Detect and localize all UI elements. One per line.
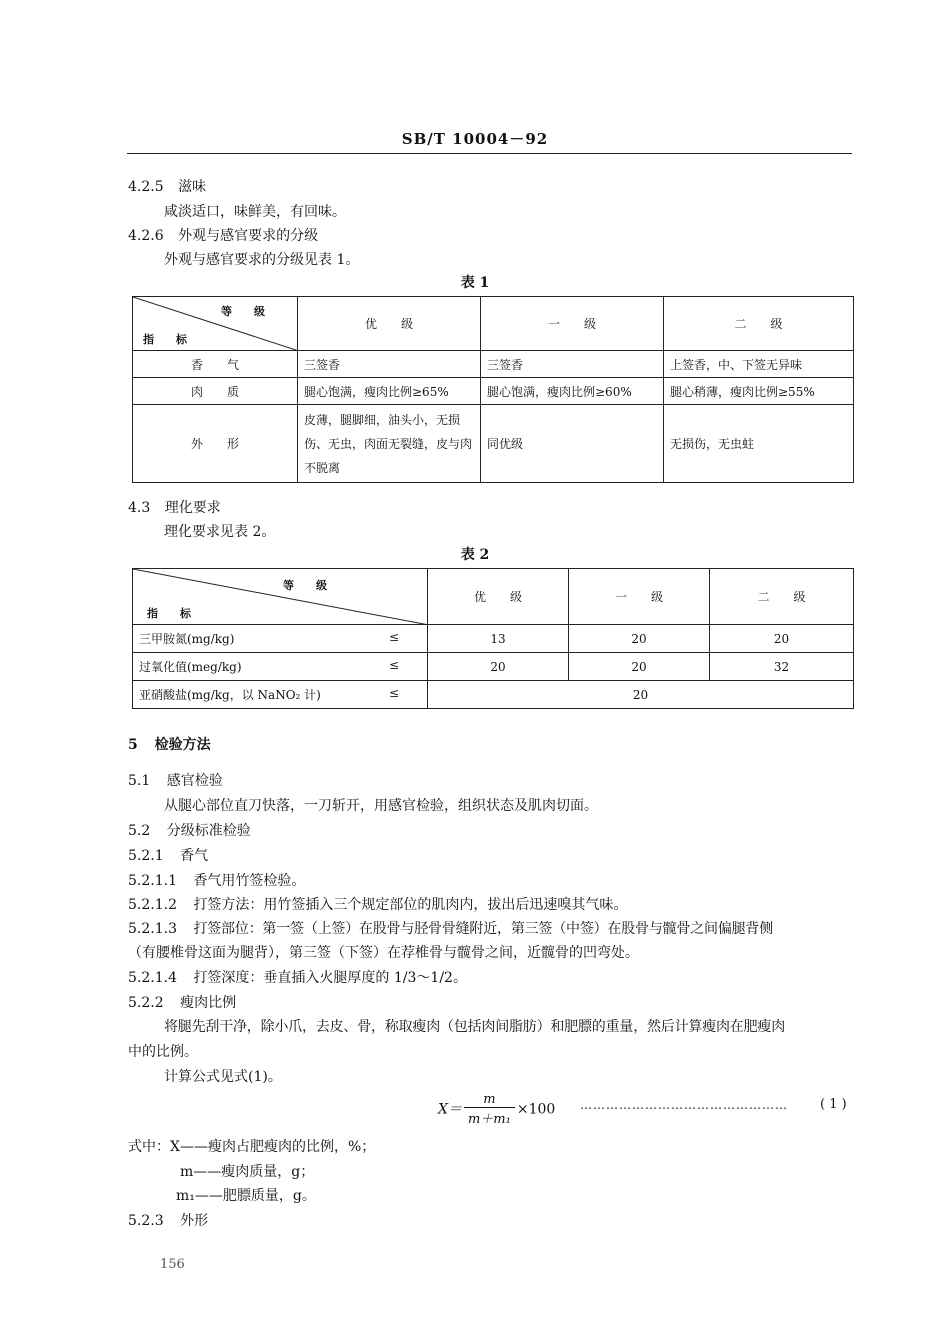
header-cell: 二 级 [710,569,854,625]
table-cell: 腿心稍薄，瘦肉比例≥55% [664,378,854,405]
section-title: 滋味 [178,179,207,195]
section-5-2-1-3 [128,918,773,938]
section-number: 5.2.3 [128,1213,164,1229]
section-title: 感官检验 [166,773,223,789]
row-label [133,653,428,681]
table-cell: 20 [428,653,569,681]
header-cell: 优 级 [298,297,481,351]
section-title: 分级标准检验 [166,823,251,839]
section-5-2-2-text: 将腿先刮干净，除小爪，去皮、骨，称取瘦肉（包括肉间脂肪）和肥膘的重量，然后计算瘦肉在肥瘦肉 [164,1019,785,1035]
table-row [133,351,854,378]
formula-reference: 计算公式见式(1)。 [164,1069,282,1085]
table-cell: 上签香，中、下签无异味 [664,351,854,378]
table-row [133,378,854,405]
section-5-2-2-text-continued: 中的比例。 [128,1044,198,1060]
section-4-2-6-heading [128,225,318,245]
table-cell: 腿心饱满，瘦肉比例≥60% [481,378,664,405]
section-number: 5.2.1.1 [128,873,177,889]
section-text: 打签方法：用竹签插入三个规定部位的肌肉内，拔出后迅速嗅其气味。 [193,897,628,913]
equation-number: ( 1 ) [820,1097,847,1112]
corner-index-label: 指 标 [143,333,187,346]
row-label [133,625,428,653]
row-label-text: 三甲胺氮(mg/kg) [139,632,235,646]
section-5-1-text: 从腿心部位直刀快落，一刀斩开，用感官检验，组织状态及肌肉切面。 [164,798,598,814]
table-cell: 20 [569,625,710,653]
section-5-2-1-1 [128,870,305,890]
table-cell: 三签香 [298,351,481,378]
where-label: 式中： [128,1139,170,1155]
header-cell: 优 级 [428,569,569,625]
row-label-text: 过氧化值(meg/kg) [139,660,242,674]
formula-denominator: m＋m₁ [467,1112,511,1127]
table-cell: 同优级 [481,405,664,483]
table-cell: 腿心饱满，瘦肉比例≥65% [298,378,481,405]
section-number: 5.2.1.2 [128,897,177,913]
corner-grade-label: 等 级 [221,305,265,318]
section-5-2-2-heading [128,992,236,1012]
section-title: 瘦肉比例 [180,995,237,1011]
row-label [133,681,428,709]
table-1 [132,296,854,483]
section-5-2-1-4 [128,967,467,987]
table-row [133,681,854,709]
row-label: 肉 质 [133,378,298,405]
section-number: 4.2.5 [128,179,164,195]
section-title: 理化要求 [164,500,221,516]
table-cell: 13 [428,625,569,653]
less-equal-symbol: ≤ [388,630,399,644]
table-corner-cell [133,569,428,625]
section-text: 打签部位：第一签（上签）在股骨与胫骨骨缝附近，第三签（中签）在股骨与髋骨之间偏腿背侧 [193,921,774,937]
header-rule [127,153,852,154]
section-text: 打签深度：垂直插入火腿厚度的 1/3～1/2。 [193,970,467,986]
header-cell: 一 级 [481,297,664,351]
section-title: 外形 [180,1213,209,1229]
row-label: 外 形 [133,405,298,483]
section-5-2-1-2 [128,894,627,914]
section-5-2-3-heading [128,1210,208,1230]
section-title: 检验方法 [154,737,211,753]
merged-cell: 20 [428,681,854,709]
section-number: 4.3 [128,500,151,516]
table-cell: 32 [710,653,854,681]
section-number: 5 [128,737,138,753]
formula-where-3: m₁——肥膘质量，g。 [176,1188,316,1204]
less-equal-symbol: ≤ [388,686,399,700]
corner-index-label: 指 标 [147,607,191,620]
where-item: X——瘦肉占肥瘦肉的比例，%； [170,1139,376,1155]
section-4-2-5-text: 咸淡适口，味鲜美，有回味。 [164,204,346,220]
formula-where-2: m——瘦肉质量，g； [180,1164,315,1180]
table-row [133,405,854,483]
section-number: 5.2.1.3 [128,921,177,937]
table-row [133,625,854,653]
section-5-2-1-heading [128,845,208,865]
formula-lhs: X＝ [438,1101,462,1118]
table-header-row [133,297,854,351]
table-cell: 三签香 [481,351,664,378]
section-4-2-5-heading [128,176,206,196]
section-number: 5.2.1 [128,848,164,864]
table-cell: 20 [710,625,854,653]
formula-fraction [464,1092,515,1127]
header-cell: 二 级 [664,297,854,351]
table-2-caption: 表 2 [460,547,490,563]
section-number: 4.2.6 [128,228,164,244]
section-4-2-6-text: 外观与感官要求的分级见表 1。 [164,252,360,268]
formula-leader-dots: ………………………………………… [580,1098,788,1112]
section-title: 外观与感官要求的分级 [178,228,319,244]
table-cell: 无损伤，无虫蛀 [664,405,854,483]
section-number: 5.2 [128,823,151,839]
section-5-1-heading [128,770,223,790]
table-header-row [133,569,854,625]
lean-ratio-formula [438,1092,555,1127]
section-text: 香气用竹签检验。 [193,873,306,889]
section-5-heading [128,734,211,754]
table-cell: 皮薄，腿脚细，油头小，无损伤、无虫，肉面无裂缝，皮与肉不脱离 [298,405,481,483]
formula-where-1 [128,1136,375,1156]
section-number: 5.2.1.4 [128,970,177,986]
section-number: 5.1 [128,773,151,789]
corner-grade-label: 等 级 [283,579,327,592]
less-equal-symbol: ≤ [388,658,399,672]
section-4-3-text: 理化要求见表 2。 [164,524,276,540]
section-4-3-heading [128,497,221,517]
table-1-caption: 表 1 [460,275,490,291]
formula-rhs: ×100 [516,1101,556,1118]
section-title: 香气 [180,848,209,864]
row-label-text: 亚硝酸盐(mg/kg，以 NaNO₂ 计) [139,688,321,702]
table-row [133,653,854,681]
formula-numerator: m [464,1092,515,1108]
row-label: 香 气 [133,351,298,378]
standard-number-header: SB/T 10004－92 [401,130,549,148]
page-number: 156 [160,1257,185,1272]
section-5-2-1-3-continued: （有腰椎骨这面为腿背），第三签（下签）在荐椎骨与髋骨之间，近髋骨的凹弯处。 [128,945,639,961]
header-cell: 一 级 [569,569,710,625]
section-5-2-heading [128,820,251,840]
section-number: 5.2.2 [128,995,164,1011]
table-2 [132,568,854,709]
table-cell: 20 [569,653,710,681]
table-corner-cell [133,297,298,351]
